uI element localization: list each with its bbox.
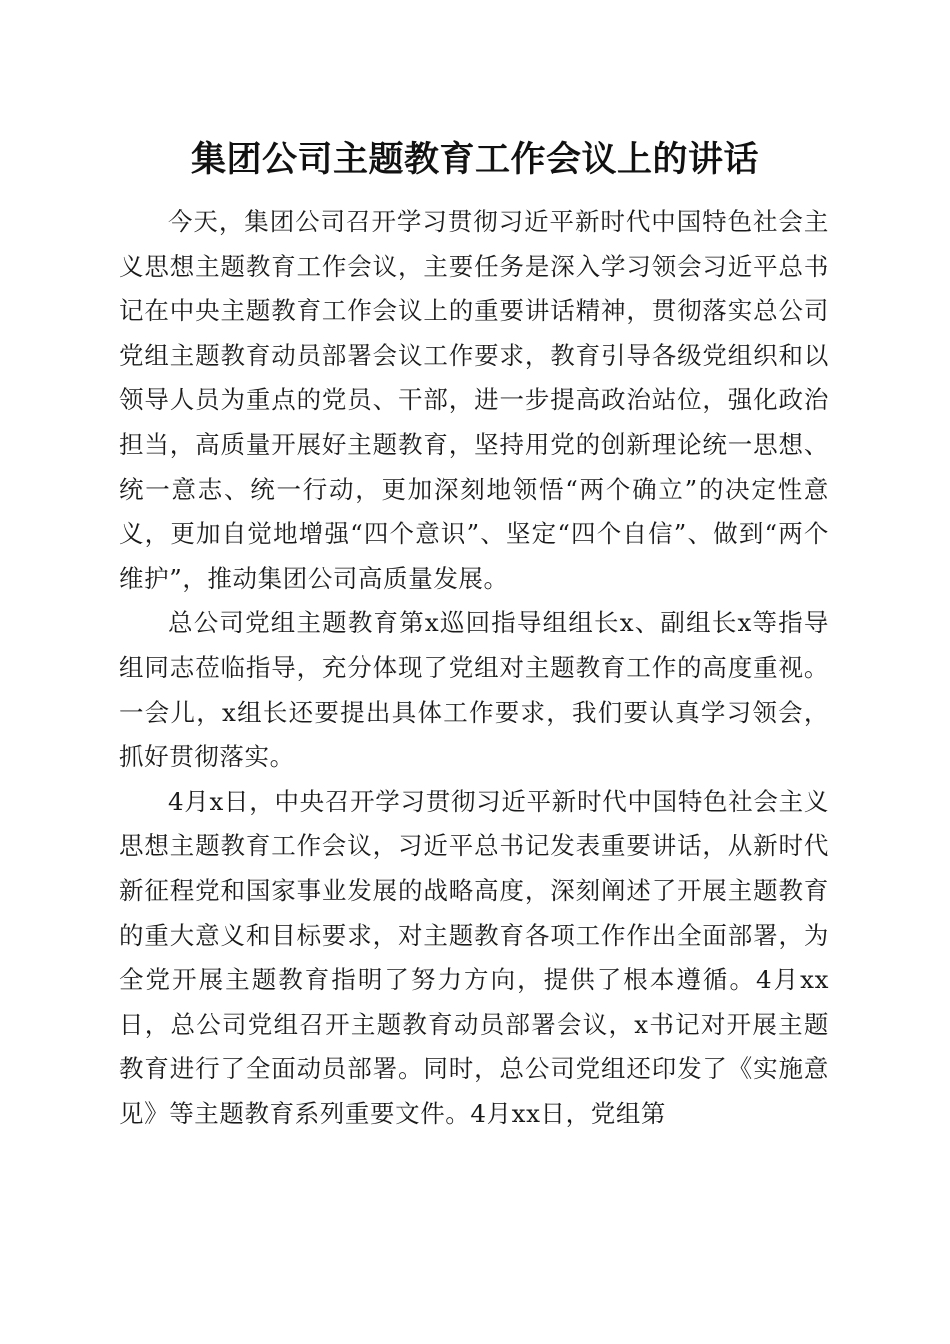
paragraph-central-meeting: 4月x日，中央召开学习贯彻习近平新时代中国特色社会主义思想主题教育工作会议，习近平总书记发表重要讲话，从新时代新征程党和国家事业发展的战略高度，深刻阐述了开展主题教育的重大意义和目标要求，对主题教育各项工作作出全面部署，为全党开展主题教育指明了努力方向，提供了根本遵循。4月xx日，总公司党组召开主题教育动员部署会议，x书记对开展主题教育进行了全面动员部署。同时，总公司党组还印发了《实施意见》等主题教育系列重要文件。4月xx日，党组第 [119,786,829,1128]
paragraph-opening: 今天，集团公司召开学习贯彻习近平新时代中国特色社会主义思想主题教育工作会议，主要任务是深入学习领会习近平总书记在中央主题教育工作会议上的重要讲话精神，贯彻落实总公司党组主题教育动员部署会议工作要求，教育引导各级党组织和以领导人员为重点的党员、干部，进一步提高政治站位，强化政治担当，高质量开展好主题教育，坚持用党的创新理论统一思想、统一意志、统一行动，更加深刻地领悟“两个确立”的决定性意义，更加自觉地增强“四个意识”、坚定“四个自信”、做到“两个维护”，推动集团公司高质量发展。 [119,207,829,593]
document-title: 集团公司主题教育工作会议上的讲话 [190,139,759,180]
paragraph-guidance-group: 总公司党组主题教育第x巡回指导组组长x、副组长x等指导组同志莅临指导，充分体现了党组对主题教育工作的高度重视。一会儿，x组长还要提出具体工作要求，我们要认真学习领会，抓好贯彻落实。 [119,608,829,772]
document-body [119,200,829,1136]
